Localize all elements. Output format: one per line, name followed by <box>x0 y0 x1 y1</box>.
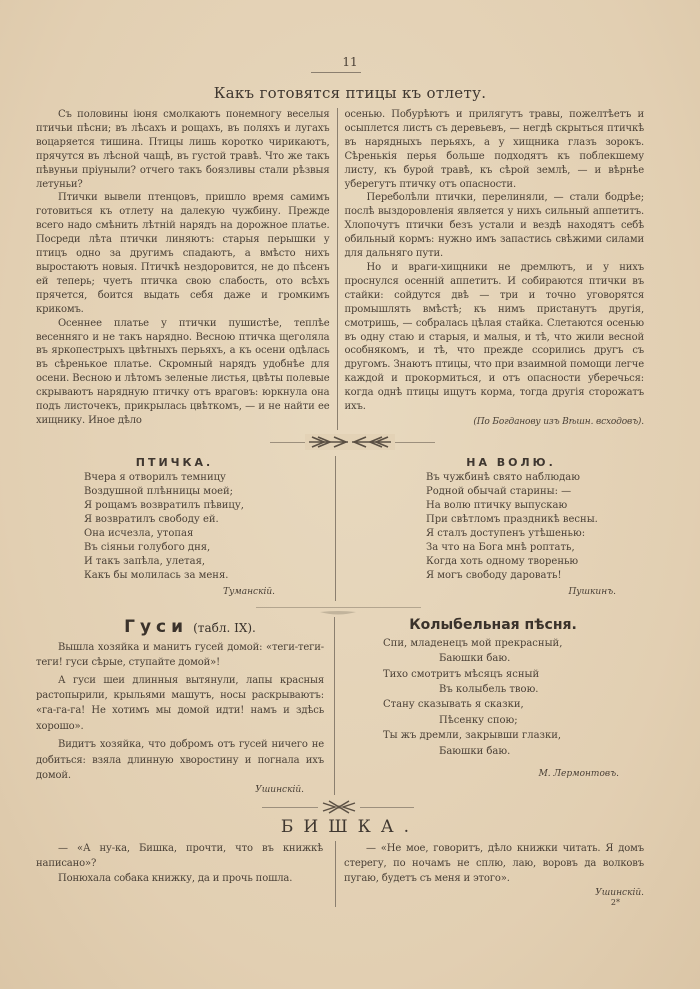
story-subtitle: (табл. IX). <box>193 620 256 635</box>
story-paragraph: Видитъ хозяйка, что добромъ отъ гусей ничего не добиться: взяла длинную хворостину и погнала ихъ домой. <box>36 739 324 782</box>
poem-line: Стану сказывать я сказки, <box>383 699 524 711</box>
signature-mark: 2* <box>610 897 620 907</box>
poem-line: На волю птичку выпускаю <box>426 499 568 511</box>
page-number: 11 <box>342 55 358 69</box>
poem-line: Я могъ свободу даровать! <box>426 569 562 581</box>
poem-line: Она исчезла, утопая <box>84 527 194 539</box>
leaf-ornament-icon <box>305 434 395 450</box>
ornament-row <box>0 603 700 613</box>
poem-line: И такъ запѣла, улетая, <box>84 555 206 567</box>
poem-line: Въ колыбель твою. <box>439 684 539 696</box>
poem-line: Воздушной плѣнницы моей; <box>84 485 234 497</box>
story-paragraph: — «Не мое, говоритъ, дѣло книжки читать. Я домъ стерегу, по ночамъ не сплю, лаю, воровъ да волковъ пугаю, будетъ съ меня и этого». <box>344 842 644 885</box>
star-ornament-icon <box>318 799 360 815</box>
small-ornament-icon <box>318 603 358 622</box>
article-section <box>0 108 700 907</box>
poem-lines <box>84 471 275 583</box>
stories-row <box>0 617 700 795</box>
article-title: Какъ готовятся птицы къ отлету. <box>213 84 487 102</box>
story-gusi <box>0 617 335 795</box>
article-paragraph: Переболѣли птички, перелиняли, — стали бодрѣе; послѣ выздоровленія является у нихъ сильный аппетитъ. Хлопочутъ птички безъ устали и вездѣ находятъ себѣ обильный кормъ: нужно имъ запастись свѣжими силами для дальняго пути. <box>344 192 644 260</box>
story-author: Ушинскій. <box>595 887 644 898</box>
poem-title: Колыбельная пѣсня. <box>409 616 577 633</box>
poem-line: Я возвратилъ свободу ей. <box>84 513 219 525</box>
poem-line: Тихо смотритъ мѣсяцъ ясный <box>383 668 540 680</box>
article-right-column <box>338 108 645 430</box>
poem-line: Въ сіяньи голубого дня, <box>84 541 211 553</box>
story-bishka-left <box>0 841 336 907</box>
story-paragraph: А гуси шеи длинныя вытянули, лапы красныя растопырили, крыльями машутъ, носы раскрываютъ: «га-га-га! Не хотимъ мы домой идти! намъ и здѣсь хорошо». <box>36 674 324 732</box>
story-title: Гуси <box>124 616 189 637</box>
poem-ptichka <box>0 456 336 601</box>
poem-line: Пѣсенку спою; <box>439 714 518 726</box>
story-paragraph: Вышла хозяйка и манитъ гусей домой: «теги-теги-теги! гуси сѣрые, ступайте домой»! <box>36 641 324 669</box>
poem-author: Туманскій. <box>223 586 275 597</box>
poem-line: За что на Бога мнѣ роптать, <box>426 541 575 553</box>
poem-na-volyu <box>336 456 616 601</box>
story-paragraph: Понюхала собака книжку, да и прочь пошла. <box>58 873 293 885</box>
ornament-row <box>0 434 700 452</box>
poem-line: Спи, младенецъ мой прекрасный, <box>383 637 563 649</box>
poem-author: М. Лермонтовъ. <box>538 769 619 780</box>
ornament-row <box>0 799 700 815</box>
story-bishka <box>0 841 700 907</box>
poem-lines <box>383 636 623 759</box>
article-left-column <box>36 108 338 430</box>
story-paragraph: — «А ну-ка, Бишка, прочти, что въ книжкѣ написано»? <box>36 842 323 869</box>
poem-line: Въ чужбинѣ свято наблюдаю <box>426 471 580 483</box>
article-source: (По Богданову изъ Вѣшн. всходовъ). <box>473 416 644 427</box>
article-paragraph: Съ половины іюня смолкаютъ понемногу веселыя птичьи пѣсни; въ лѣсахъ и рощахъ, въ поляхъ и лугахъ воцаряется тишина. Птицы лишь коротко чирикаютъ, прячутся въ лѣсной чащѣ, въ густой травѣ. Что же такъ пѣвуньи пріуныли? отчего такъ боязливы стали рѣзвыя летуньи? <box>36 109 330 190</box>
poem-line: Ты жъ дремли, закрывши глазки, <box>383 730 562 742</box>
poem-line: При свѣтломъ праздникѣ весны. <box>426 513 598 525</box>
article-paragraph: Птички вывели птенцовъ, пришло время самимъ готовиться къ отлету на далекую чужбину. Прежде всего надо смѣнить лѣтній нарядъ на дорожное платье. Посреди лѣта птички линяютъ: старыя перышки у птицъ одно за другимъ спадаютъ, а вмѣсто нихъ выростаютъ новыя. Птичкѣ нездоровится, не до пѣсенъ ей теперь; чуетъ птичка свою слабость, ото всѣхъ прячется, боится выдать себя даже и громкимъ крикомъ. <box>36 192 330 315</box>
poem-title: НА ВОЛЮ. <box>466 455 556 469</box>
article-paragraph: Но и враги-хищники не дремлютъ, и у нихъ проснулся осенній аппетитъ. И собираются птички въ стайки: сойдутся двѣ — три и точно уговорятся промышлять вмѣстѣ; къ нимъ пристанутъ другія, смотришь, — собралась цѣлая стайка. Слетаются осенью въ одну стаю и старыя, и малыя, и тѣ, что жили весной особнякомъ, и тѣ, что прежде ссорились другъ съ другомъ. Знаютъ птицы, что при взаимной помощи легче каждой и прокормиться, и отъ опасности уберечься: когда однѣ птицы ищутъ корма, тогда другія сторожатъ ихъ. <box>344 261 644 413</box>
poem-line: Я рощамъ возвратилъ пѣвицу, <box>84 499 244 511</box>
story-bishka-right <box>336 841 644 907</box>
poem-line: Какъ бы молилась за меня. <box>84 569 229 581</box>
article-paragraph: Осеннее платье у птички пушистѣе, теплѣе весенняго и не такъ нарядно. Весною птичка щеголяла въ яркопестрыхъ цвѣтныхъ перьяхъ, а къ осени одѣлась въ сѣренькое платье. Скромный нарядъ удобнѣе для осени. Весною и лѣтомъ зеленые листья, цвѣты полевые скрываютъ нарядную птичку отъ враговъ: юркнула она подъ листочекъ, прикрылась цвѣткомъ, — и не найти ее хищнику. Иное дѣло <box>36 317 330 426</box>
poem-line: Родной обычай старины: — <box>426 485 572 497</box>
story-title: БИШКА. <box>280 816 420 837</box>
poem-line: Вчера я отворилъ темницу <box>84 471 226 483</box>
poem-author: Пушкинъ. <box>568 586 616 597</box>
poem-line: Когда хоть одному творенью <box>426 555 579 567</box>
poem-line: Баюшки баю. <box>439 653 511 665</box>
poem-line: Баюшки баю. <box>439 745 511 757</box>
poem-line: Я сталъ доступенъ утѣшенью: <box>426 527 586 539</box>
story-text <box>36 640 324 784</box>
poem-lullaby <box>335 617 623 795</box>
article-paragraph: осенью. Побурѣютъ и прилягутъ травы, пожелтѣетъ и осыплется листъ съ деревьевъ, — негдѣ скрыться птичкѣ въ нарядныхъ перьяхъ, а у хищника глазъ зорокъ. Сѣренькія перья больше подходятъ къ поблекшему листу, къ бурой травѣ, къ сѣрой землѣ, — и вѣрнѣе уберегутъ птичку отъ опасности. <box>344 109 644 190</box>
poems-row <box>0 456 700 601</box>
poem-lines <box>426 471 616 583</box>
article-columns <box>0 108 700 430</box>
poem-title: ПТИЧКА. <box>135 455 214 469</box>
page-number-rule <box>311 72 361 73</box>
story-author: Ушинскій. <box>255 784 304 795</box>
